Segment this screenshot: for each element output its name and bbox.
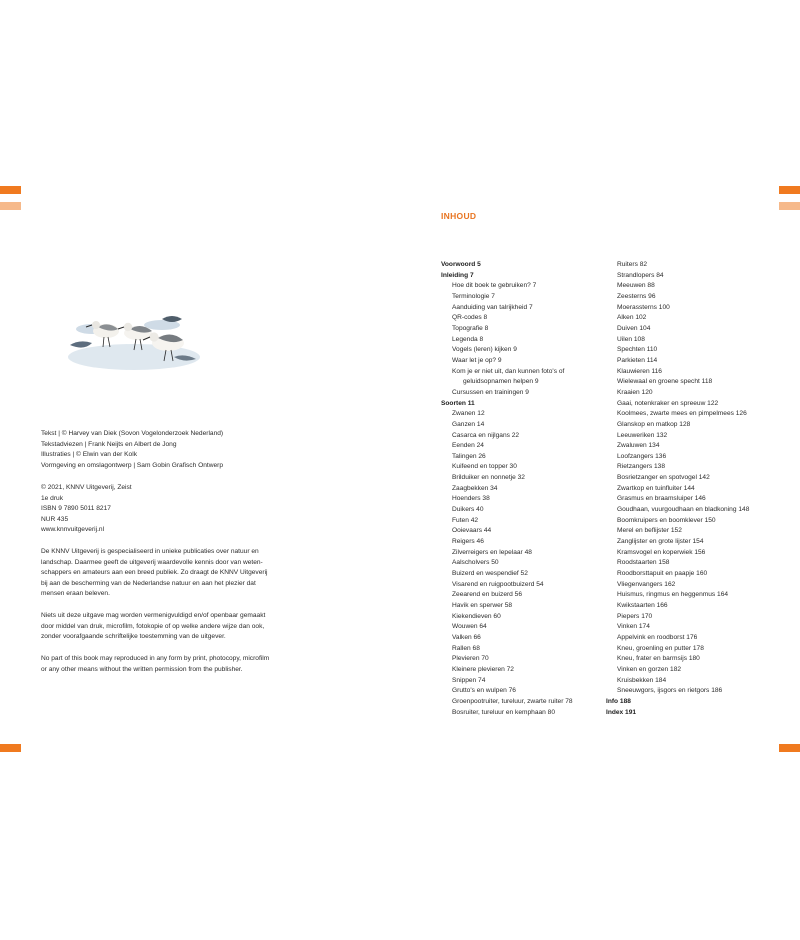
toc-entry: Zwartkop en tuinfluiter 144 [617,484,695,492]
toc-entry: Hoenders 38 [452,495,490,503]
right-bottom-tab [779,744,800,752]
toc-section-entry: Info 188 [606,697,631,705]
toc-entry: Kramsvogel en koperwiek 156 [617,548,706,556]
colophon-line: door middel van druk, microfilm, fotokopie of op welke andere wijze dan ook, [41,622,265,630]
toc-entry: Buizerd en wespendief 52 [452,570,528,578]
toc-section-entry: Index 191 [606,708,637,716]
toc-entry: Strandlopers 84 [617,271,664,279]
toc-entry: Cursussen en trainingen 9 [452,388,529,396]
toc-entry: geluidsopnamen helpen 9 [463,378,539,386]
toc-entry: Plevieren 70 [452,655,489,663]
toc-entry: Zwaluwen 134 [617,442,660,450]
colophon-line: Vormgeving en omslagontwerp | Sam Gobin Grafisch Ontwerp [41,461,224,469]
toc-column-right [606,260,749,718]
colophon-line: De KNNV Uitgeverij is gespecialiseerd in unieke publicaties over natuur en [41,548,259,555]
toc-entry: Rietzangers 138 [617,463,666,471]
colophon-line: www.knnvuitgeverij.nl [41,526,105,534]
toc-entry: Aalscholvers 50 [452,559,499,567]
colophon-credits [41,429,271,471]
colophon-line: Tekstadviezen | Frank Neijts en Albert de Jong [41,440,177,448]
toc-entry: Roodstaarten 158 [617,559,670,567]
toc-entry: Wielewaal en groene specht 118 [617,378,713,386]
right-top-tab [779,186,800,194]
toc-title: INHOUD [441,211,477,221]
colophon-line: or any other means without the written permission from the publisher. [41,665,243,673]
toc-entry: Zeearend en buizerd 56 [452,591,523,599]
sanderlings-illustration [62,305,202,377]
toc-entry: Glanskop en matkop 128 [617,420,691,428]
toc-entry: Kwikstaarten 166 [617,602,668,609]
toc-entry: Kiekendieven 60 [452,612,501,620]
colophon-line: zonder voorafgaande schriftelijke toestemming van de uitgever. [41,633,226,641]
left-top-tab-light [0,202,21,210]
toc-entry: Zeesterns 96 [617,292,656,300]
toc-section-entry: Voorwoord 5 [441,261,481,268]
toc-entry: Kuifeend en topper 30 [452,463,517,471]
toc-entry: QR-codes 8 [452,314,488,322]
toc-entry: Kleinere plevieren 72 [452,665,514,673]
toc-entry: Gaai, notenkraker en spreeuw 122 [617,399,719,407]
toc-entry: Vogels (leren) kijken 9 [452,346,517,354]
toc-entry: Spechten 110 [617,346,658,354]
toc-entry: Boomkruipers en boomklever 150 [617,516,716,524]
toc-entry: Ooievaars 44 [452,527,492,535]
left-top-tab [0,186,21,194]
toc-entry: Grasmus en braamsluiper 146 [617,495,706,503]
colophon-line: Niets uit deze uitgave mag worden vermenigvuldigd en/of openbaar gemaakt [41,612,266,619]
toc-entry: Vinken en gorzen 182 [617,665,682,673]
toc-column-left [441,260,573,718]
toc-entry: Kom je er niet uit, dan kunnen foto's of [452,367,565,375]
toc-entry: Grutto's en wulpen 76 [452,687,516,695]
toc-entry: Meeuwen 88 [617,282,655,290]
colophon-rights-en [41,654,271,675]
colophon-line: mensen eraan beleven. [41,590,110,598]
toc-entry: Futen 42 [452,516,479,524]
toc-entry: Valken 66 [452,633,481,641]
toc-entry: Koolmees, zwarte mees en pimpelmees 126 [617,410,747,418]
toc-entry: Alken 102 [617,314,647,322]
toc-entry: Ruiters 82 [617,261,648,268]
colophon-line: NUR 435 [41,515,69,523]
toc-section-entry: Soorten 11 [441,399,475,407]
toc-entry: Talingen 26 [452,452,486,460]
toc-section-entry: Inleiding 7 [441,271,474,279]
toc-entry: Hoe dit boek te gebruiken? 7 [452,282,537,290]
toc-entry: Zaagbekken 34 [452,484,498,492]
toc-entry: Roodborsttapuit en paapje 160 [617,570,708,578]
toc-entry: Duikers 40 [452,506,484,514]
toc-entry: Brilduiker en nonnetje 32 [452,474,525,482]
toc-entry: Zilverreigers en lepelaar 48 [452,548,532,556]
colophon-publication [41,483,271,536]
colophon-line: ISBN 9 7890 5011 8217 [41,505,111,513]
toc-entry: Waar let je op? 9 [452,356,502,364]
toc-entry: Zwanen 12 [452,410,485,418]
toc-entry: Leeuweriken 132 [617,431,668,439]
toc-entry: Ganzen 14 [452,420,485,428]
colophon-line: © 2021, KNNV Uitgeverij, Zeist [41,484,132,491]
toc-entry: Kraaien 120 [617,388,653,396]
toc-entry: Merel en beflijster 152 [617,527,682,535]
colophon-rights-nl [41,611,271,643]
toc-entry: Reigers 46 [452,538,484,546]
toc-entry: Terminologie 7 [452,292,495,300]
toc-entry: Aanduiding van talrijkheid 7 [452,303,533,311]
colophon-line: Illustraties | © Elwin van der Kolk [41,451,137,459]
toc-entry: Kruisbekken 184 [617,676,667,684]
toc-entry: Kneu, frater en barmsijs 180 [617,655,700,663]
toc-entry: Bosrietzanger en spotvogel 142 [617,474,710,482]
toc-entry: Sneeuwgors, ijsgors en rietgors 186 [617,687,723,695]
toc-entry: Klauwieren 116 [617,367,662,375]
toc-entry: Appelvink en roodborst 176 [617,633,698,641]
toc-entry: Parkieten 114 [617,356,658,364]
toc-entry: Loofzangers 136 [617,452,667,460]
toc-entry: Legenda 8 [452,335,484,343]
colophon-line: 1e druk [41,494,63,502]
right-top-tab-light [779,202,800,210]
toc-entry: Huismus, ringmus en heggenmus 164 [617,591,729,599]
toc-entry: Goudhaan, vuurgoudhaan en bladkoning 148 [617,506,750,514]
toc-entry: Zanglijster en grote lijster 154 [617,538,704,546]
colophon-line: No part of this book may reproduced in any form by print, photocopy, microfilm [41,655,270,662]
toc-entry: Uilen 108 [617,335,645,343]
toc-entry: Eenden 24 [452,442,484,450]
toc-entry: Vinken 174 [617,623,650,631]
left-bottom-tab [0,744,21,752]
toc-entry: Vliegenvangers 162 [617,580,676,588]
toc-entry: Moerassterns 100 [617,303,670,311]
toc-entry: Piepers 170 [617,612,653,620]
toc-entry: Casarca en nijlgans 22 [452,431,520,439]
colophon-line: landschap. Daarmee geeft de uitgeverij waardevolle kennis door van weten- [41,558,263,566]
colophon-line: bij aan de bescherming van de Nederlandse natuur en aan het plezier dat [41,579,256,587]
toc-entry: Bosruiter, tureluur en kemphaan 80 [452,708,555,716]
toc-entry: Havik en sperwer 58 [452,602,513,609]
toc-entry: Topografie 8 [452,324,489,332]
toc-entry: Rallen 68 [452,644,480,652]
toc-entry: Duiven 104 [617,324,651,332]
colophon-about [41,547,271,600]
toc-entry: Wouwen 64 [452,623,487,631]
toc-entry: Kneu, groenling en putter 178 [617,644,704,652]
colophon-line: Tekst | © Harvey van Diek (Sovon Vogelonderzoek Nederland) [41,430,224,437]
toc-entry: Visarend en ruigpootbuizerd 54 [452,580,544,588]
toc-entry: Groenpootruiter, tureluur, zwarte ruiter 78 [452,697,573,705]
colophon-line: schappers en amateurs aan een breed publiek. Zo draagt de KNNV Uitgeverij [41,569,268,577]
toc-entry: Snippen 74 [452,676,486,684]
